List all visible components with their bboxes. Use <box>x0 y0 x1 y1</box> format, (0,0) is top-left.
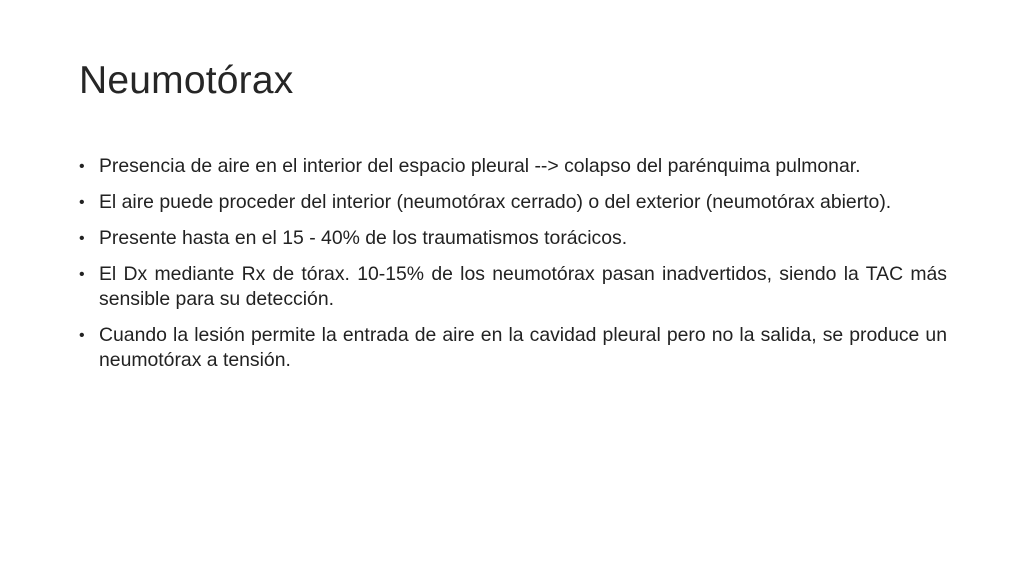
bullet-item <box>79 323 947 373</box>
bullet-icon: • <box>79 327 85 344</box>
bullet-icon: • <box>79 194 85 211</box>
bullet-item <box>79 190 947 215</box>
bullet-text: El aire puede proceder del interior (neumotórax cerrado) o del exterior (neumotórax abierto). <box>99 191 892 213</box>
bullet-icon: • <box>79 230 85 247</box>
bullet-item <box>79 154 947 179</box>
bullet-list <box>79 154 947 384</box>
bullet-item <box>79 262 947 312</box>
slide-title: Neumotórax <box>79 59 294 102</box>
bullet-text: Presente hasta en el 15 - 40% de los traumatismos torácicos. <box>99 227 628 249</box>
bullet-text: El Dx mediante Rx de tórax. 10-15% de los neumotórax pasan inadvertidos, siendo la TAC más sensible para su detección. <box>99 263 947 310</box>
bullet-text: Presencia de aire en el interior del espacio pleural --> colapso del parénquima pulmonar. <box>99 155 861 177</box>
bullet-icon: • <box>79 158 85 175</box>
bullet-icon: • <box>79 266 85 283</box>
bullet-item <box>79 226 947 251</box>
bullet-text: Cuando la lesión permite la entrada de aire en la cavidad pleural pero no la salida, se produce un neumotórax a tensión. <box>99 324 947 371</box>
